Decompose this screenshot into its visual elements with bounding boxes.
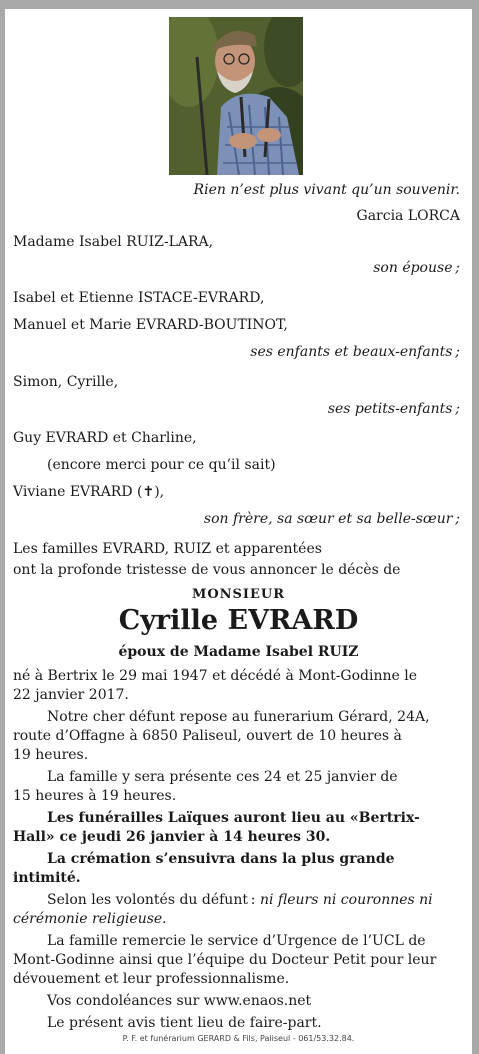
repose-line-3: 19 heures. <box>13 747 89 763</box>
families-line-2: ont la profonde tristesse de vous annoncer le décès de <box>13 562 401 578</box>
birth-death-line-2: 22 janvier 2017. <box>13 687 129 703</box>
thanks-line-2: Mont-Godinne ainsi que l’équipe du Docteur Petit pour leur <box>13 952 437 968</box>
children-role: ses enfants et beaux-enfants ; <box>250 344 460 360</box>
portrait-photo <box>169 17 303 175</box>
cremation-line-2: intimité. <box>13 870 81 886</box>
presence-line-2: 15 heures à 19 heures. <box>13 788 177 804</box>
honorific: MONSIEUR <box>191 587 286 602</box>
quote-author: Garcia LORCA <box>356 208 460 224</box>
spouse-name: Madame Isabel RUIZ-LARA, <box>13 234 214 250</box>
thanks-line-1: La famille remercie le service d’Urgence de l’UCL de <box>47 933 426 949</box>
spouse-role: son épouse ; <box>373 260 460 276</box>
obituary-notice <box>5 9 472 1054</box>
thanks-line-3: dévouement et leur professionnalisme. <box>13 971 290 987</box>
condolences-line: Vos condoléances sur www.enaos.net <box>47 993 312 1009</box>
repose-line-2: route d’Offagne à 6850 Paliseul, ouvert de 10 heures à <box>13 728 402 744</box>
families-line-1: Les familles EVRARD, RUIZ et apparentées <box>13 541 322 557</box>
wishes-line-2: cérémonie religieuse. <box>13 911 167 927</box>
cremation-line-1: La crémation s’ensuivra dans la plus grande <box>47 851 395 867</box>
wishes-intro: Selon les volontés du défunt : <box>47 892 260 908</box>
sibling-line-1: Guy EVRARD et Charline, <box>13 430 197 446</box>
repose-line-1: Notre cher défunt repose au funerarium Gérard, 24A, <box>47 709 430 725</box>
sibling-note: (encore merci pour ce qu’il sait) <box>47 457 276 473</box>
funeral-line-1: Les funérailles Laïques auront lieu au «Bertrix- <box>47 810 420 826</box>
sibling-line-2: Viviane EVRARD (✝), <box>13 484 165 500</box>
children-line-1: Isabel et Etienne ISTACE-EVRARD, <box>13 290 265 306</box>
deceased-name: Cyrille EVRARD <box>118 605 359 636</box>
birth-death-line-1: né à Bertrix le 29 mai 1947 et décédé à Mont-Godinne le <box>13 668 418 684</box>
sibling-role: son frère, sa sœur et sa belle-sœur ; <box>203 511 460 527</box>
presence-line-1: La famille y sera présente ces 24 et 25 janvier de <box>47 769 398 785</box>
wishes-flowers: ni fleurs ni couronnes ni <box>259 892 433 908</box>
wishes-line-1 <box>47 891 433 909</box>
children-line-2: Manuel et Marie EVRARD-BOUTINOT, <box>13 317 288 333</box>
grandchildren-role: ses petits-enfants ; <box>327 401 460 417</box>
deceased-spouse: époux de Madame Isabel RUIZ <box>118 644 359 660</box>
funeral-home-footer: P. F. et funérarium GERARD & Fils, Paliseul - 061/53.32.84. <box>122 1034 355 1043</box>
faire-part-line: Le présent avis tient lieu de faire-part. <box>47 1015 322 1031</box>
funeral-line-2: Hall» ce jeudi 26 janvier à 14 heures 30. <box>13 829 331 845</box>
portrait-illustration <box>169 17 303 175</box>
grandchildren-names: Simon, Cyrille, <box>13 374 119 390</box>
quote: Rien n’est plus vivant qu’un souvenir. <box>193 182 460 198</box>
